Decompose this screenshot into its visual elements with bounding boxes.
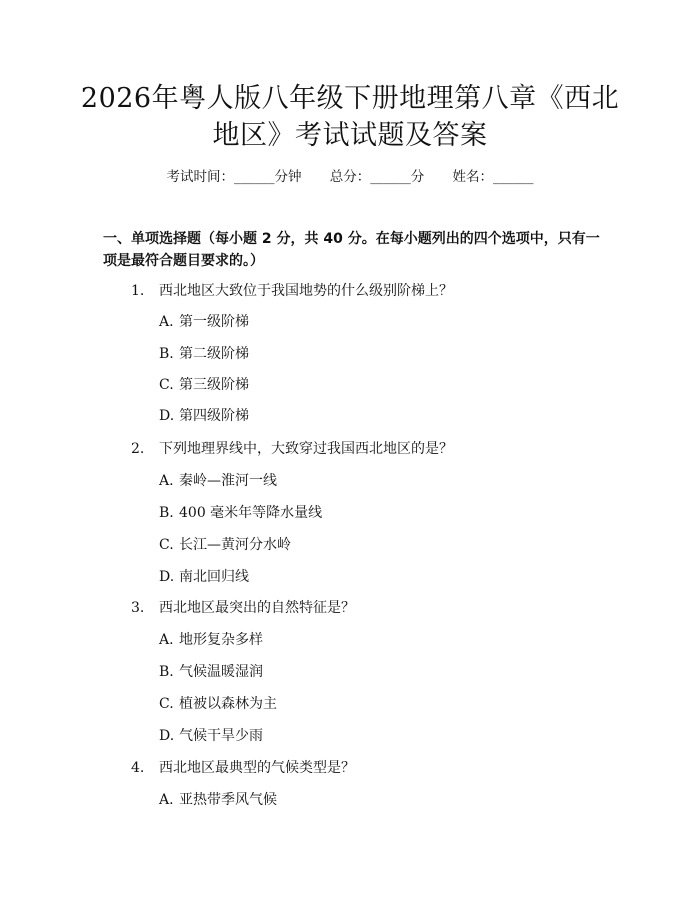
option-label: D. [159, 569, 175, 585]
option-text: 第三级阶梯 [179, 377, 249, 393]
option-label: A. [159, 792, 174, 808]
option-label: A. [159, 314, 174, 330]
option-text: 南北回归线 [179, 569, 249, 585]
question-1-option-a [159, 312, 249, 332]
question-1 [131, 281, 453, 301]
option-text: 长江—黄河分水岭 [179, 537, 291, 553]
question-4 [131, 758, 355, 778]
question-text: 西北地区最典型的气候类型是？ [159, 760, 355, 776]
question-number: 2. [131, 441, 145, 457]
question-number: 3. [131, 600, 145, 616]
total-score-field: 总分：______分 [329, 169, 425, 185]
question-2 [131, 439, 453, 459]
question-2-option-c [159, 535, 291, 555]
option-label: B. [159, 346, 174, 362]
question-1-option-c [159, 375, 249, 395]
option-text: 第二级阶梯 [179, 346, 249, 362]
option-label: D. [159, 408, 175, 424]
question-1-option-b [159, 344, 249, 364]
question-3-option-c [159, 694, 277, 714]
option-text: 400 毫米年等降水量线 [179, 505, 323, 521]
question-text: 西北地区最突出的自然特征是？ [159, 600, 355, 616]
question-2-option-d [159, 567, 249, 587]
option-label: C. [159, 537, 174, 553]
question-2-option-a [159, 471, 277, 491]
student-name-field: 姓名：______ [452, 169, 534, 185]
option-label: B. [159, 664, 174, 680]
option-text: 第四级阶梯 [179, 408, 249, 424]
option-label: B. [159, 505, 174, 521]
question-text: 西北地区大致位于我国地势的什么级别阶梯上？ [159, 283, 453, 299]
option-text: 气候干旱少雨 [179, 728, 263, 744]
exam-time-field: 考试时间：______分钟 [166, 169, 302, 185]
question-1-option-d [159, 406, 249, 426]
question-3-option-b [159, 662, 263, 682]
question-3-option-d [159, 726, 263, 746]
option-text: 地形复杂多样 [179, 632, 263, 648]
question-3 [131, 598, 355, 618]
question-text: 下列地理界线中，大致穿过我国西北地区的是？ [159, 441, 453, 457]
option-text: 植被以森林为主 [179, 696, 277, 712]
option-text: 亚热带季风气候 [179, 792, 277, 808]
option-text: 秦岭—淮河一线 [179, 473, 277, 489]
option-label: D. [159, 728, 175, 744]
option-text: 第一级阶梯 [179, 314, 249, 330]
option-label: C. [159, 696, 174, 712]
option-label: A. [159, 632, 174, 648]
option-text: 气候温暖湿润 [179, 664, 263, 680]
question-number: 4. [131, 760, 145, 776]
question-3-option-a [159, 630, 263, 650]
question-2-option-b [159, 503, 322, 523]
document-title: 2026年粤人版八年级下册地理第八章《西北地区》考试试题及答案 [80, 83, 620, 151]
question-4-option-a [159, 790, 277, 810]
option-label: C. [159, 377, 174, 393]
option-label: A. [159, 473, 174, 489]
question-number: 1. [131, 283, 145, 299]
section-header-single-choice: 一、单项选择题（每小题 2 分，共 40 分。在每小题列出的四个选项中，只有一项是最符合题目要求的。） [103, 231, 600, 269]
exam-info-line [0, 168, 700, 186]
